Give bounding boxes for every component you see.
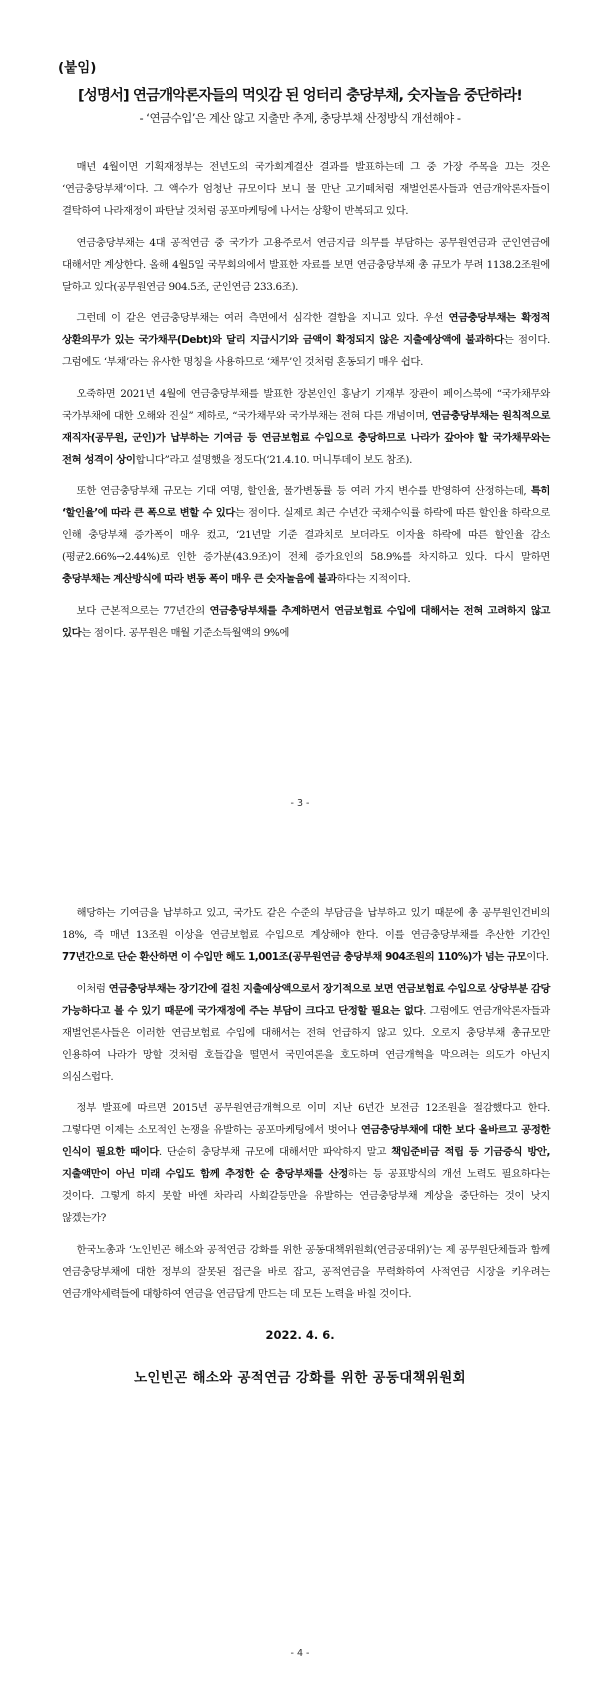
body-paragraph — [62, 307, 550, 373]
paragraph-text: 해당하는 기여금을 납부하고 있고, 국가도 같은 수준의 부담금을 납부하고 있기 때문에 총 공무원인건비의 18%, 즉 매년 13조원 이상을 연금보험료 수입으로 계상해야 한다. 이를 연금충당부채를 추산한 기간인 — [62, 907, 550, 941]
paragraph-text: 는 점이다. 실제로 최근 수년간 국채수익률 하락에 따른 할인율 하락으로 인해 충당부채 증가폭이 매우 컸고, ‘21년말 기준 결과치로 보더라도 이자율 하락에 따른 할인율 감소(평균2.66%→2.44%)로 인한 증가분(43.9조)이 전체 증가요인의 58.9%를 차지하고 있다. 다시 말하면 — [62, 507, 550, 563]
paragraph-text: 또한 연금충당부채 규모는 기대 여명, 할인율, 물가변동률 등 여러 가지 변수를 반영하여 산정하는데, — [76, 485, 531, 497]
paragraph-text: 하는 등 공표방식의 개선 노력도 필요하다는 것이다. 그렇게 하지 못할 바엔 차라리 사회갈등만을 유발하는 연금충당부채 계상을 중단하는 것이 낫지 않겠는가? — [62, 1168, 550, 1224]
body-paragraph — [62, 156, 550, 222]
emphasized-text: 충당부채는 계산방식에 따라 변동 폭이 매우 큰 숫자놀음에 불과 — [62, 573, 337, 585]
paragraph-text: 이다. — [526, 951, 549, 963]
body-paragraph — [62, 600, 550, 644]
paragraph-text: 합니다”라고 설명했을 정도다(‘21.4.10. 머니투데이 보도 참조). — [135, 453, 413, 466]
paragraph-text: . 단순히 충당부채 규모에 대해서만 파악하지 말고 — [158, 1146, 392, 1158]
emphasized-text: 연금충당부채에 대한 보다 올바르고 공정한 인식이 필요한 때이다 — [62, 1124, 550, 1158]
emphasized-text: 특히 ‘할인율’에 따라 큰 폭으로 변할 수 있다 — [62, 485, 550, 519]
page-number: - 4 - — [290, 1648, 310, 1659]
statement-subtitle: - ‘연금수입’은 계산 않고 지출만 추계, 충당부채 산정방식 개선해야 - — [139, 111, 461, 125]
body-paragraph — [62, 1097, 550, 1229]
paragraph-text: 한국노총과 ‘노인빈곤 해소와 공적연금 강화를 위한 공동대책위원회(연금공대위)’는 제 공무원단체들과 함께 연금충당부채에 대한 정부의 잘못된 접근을 바로 잡고, 공적연금을 무력화하여 사적연금 시장을 키우려는 연금개악세력들에 대항하여 연금을 연금답게 만드는 데 모든 노력을 바칠 것이다. — [62, 1243, 550, 1300]
organization-name: 노인빈곤 해소와 공적연금 강화를 위한 공동대책위원회 — [134, 1370, 466, 1386]
paragraph-text: 하다는 지적이다. — [336, 573, 411, 585]
page-3-body — [62, 156, 550, 653]
paragraph-text: 그런데 이 같은 연금충당부채는 여러 측면에서 심각한 결함을 지니고 있다. 우선 — [76, 312, 449, 324]
paragraph-text: 정부 발표에 따르면 2015년 공무원연금개혁으로 이미 지난 6년간 보전금 12조원을 절감했다고 한다. 그렇다면 이제는 소모적인 논쟁을 유발하는 공포마케팅에서 벗어나 — [62, 1102, 550, 1136]
body-paragraph — [62, 383, 550, 471]
emphasized-text: 77년간으로 단순 환산하면 이 수입만 해도 1,001조(공무원연금 충당부채 904조원의 110%)가 넘는 규모 — [62, 951, 527, 963]
paragraph-text: 연금충당부채는 4대 공적연금 중 국가가 고용주로서 연금지급 의무를 부담하는 공무원연금과 군인연금에 대해서만 계상한다. 올해 4월5일 국무회의에서 발표한 자료를 보면 연금충당부채 총 규모가 무려 1138.2조원에 달하고 있다(공무원연금 904.5조, 군인연금 233.6조). — [62, 236, 550, 293]
body-paragraph — [62, 978, 550, 1088]
paragraph-text: 보다 근본적으로는 77년간의 — [76, 604, 210, 617]
body-paragraph — [62, 232, 550, 298]
emphasized-text: 책임준비금 적립 등 기금증식 방안, 지출액만이 아닌 미래 수입도 함께 추정한 순 충당부채를 산정 — [62, 1146, 551, 1180]
body-paragraph — [62, 1239, 550, 1305]
body-paragraph — [62, 480, 550, 590]
page-4 — [0, 848, 600, 1696]
statement-date: 2022. 4. 6. — [265, 1328, 335, 1342]
page-number: - 3 - — [290, 798, 310, 809]
emphasized-text: 연금충당부채는 원칙적으로 재직자(공무원, 군인)가 납부하는 기여금 등 연금보험료 수입으로 충당하므로 나라가 갚아야 할 국가채무와는 전혀 성격이 상이 — [62, 409, 550, 466]
attachment-label: (붙임) — [58, 60, 97, 76]
statement-title: [성명서] 연금개악론자들의 먹잇감 된 엉터리 충당부채, 숫자놀음 중단하라! — [77, 88, 523, 104]
page-4-body — [62, 902, 550, 1314]
paragraph-text: 는 점이다. 공무원은 매월 기준소득월액의 9%에 — [81, 626, 290, 639]
body-paragraph — [62, 902, 550, 968]
paragraph-text: 매년 4월이면 기획재정부는 전년도의 국가회계결산 결과를 발표하는데 그 중 가장 주목을 끄는 것은 ‘연금충당부채’이다. 그 액수가 엄청난 규모이다 보니 물 만난 고기떼처럼 재벌언론사들과 연금개악론자들이 결탁하여 나라재정이 파탄날 것처럼 공포마케팅에 나서는 상황이 반복되고 있다. — [62, 161, 550, 217]
paragraph-text: . 그럼에도 연금개악론자들과 재벌언론사들은 이러한 연금보험료 수입에 대해서는 전혀 언급하지 않고 있다. 오로지 충당부채 총규모만 인용하여 나라가 망할 것처럼 호들갑을 떨면서 국민여론을 호도하며 연금개혁을 막으려는 의도가 아닌지 의심스럽다. — [62, 1004, 550, 1083]
paragraph-text: 이처럼 — [76, 982, 109, 995]
emphasized-text: 연금충당부채는 확정적 상환의무가 있는 국가채무(Debt)와 달리 지급시기와 금액이 확정되지 않은 지출예상액에 불과하다 — [62, 312, 550, 346]
paragraph-text: 는 점이다. 그럼에도 ‘부채’라는 유사한 명칭을 사용하므로 ‘채무’인 것처럼 혼동되기 매우 쉽다. — [62, 334, 551, 368]
paragraph-text: 오죽하면 2021년 4월에 연금충당부채를 발표한 장본인인 홍남기 기재부 장관이 페이스북에 “국가채무와 국가부채에 대한 오해와 진실” 제하로, “국가채무와 국가부채는 전혀 다른 개념이며, — [62, 387, 550, 422]
emphasized-text: 연금충당부채는 장기간에 걸친 지출예상액으로서 장기적으로 보면 연금보험료 수입으로 상당부분 감당 가능하다고 볼 수 있기 때문에 국가재정에 주는 부담이 크다고 단정할 필요는 없다 — [62, 982, 551, 1017]
emphasized-text: 연금충당부채를 추계하면서 연금보험료 수입에 대해서는 전혀 고려하지 않고 있다 — [62, 604, 550, 639]
